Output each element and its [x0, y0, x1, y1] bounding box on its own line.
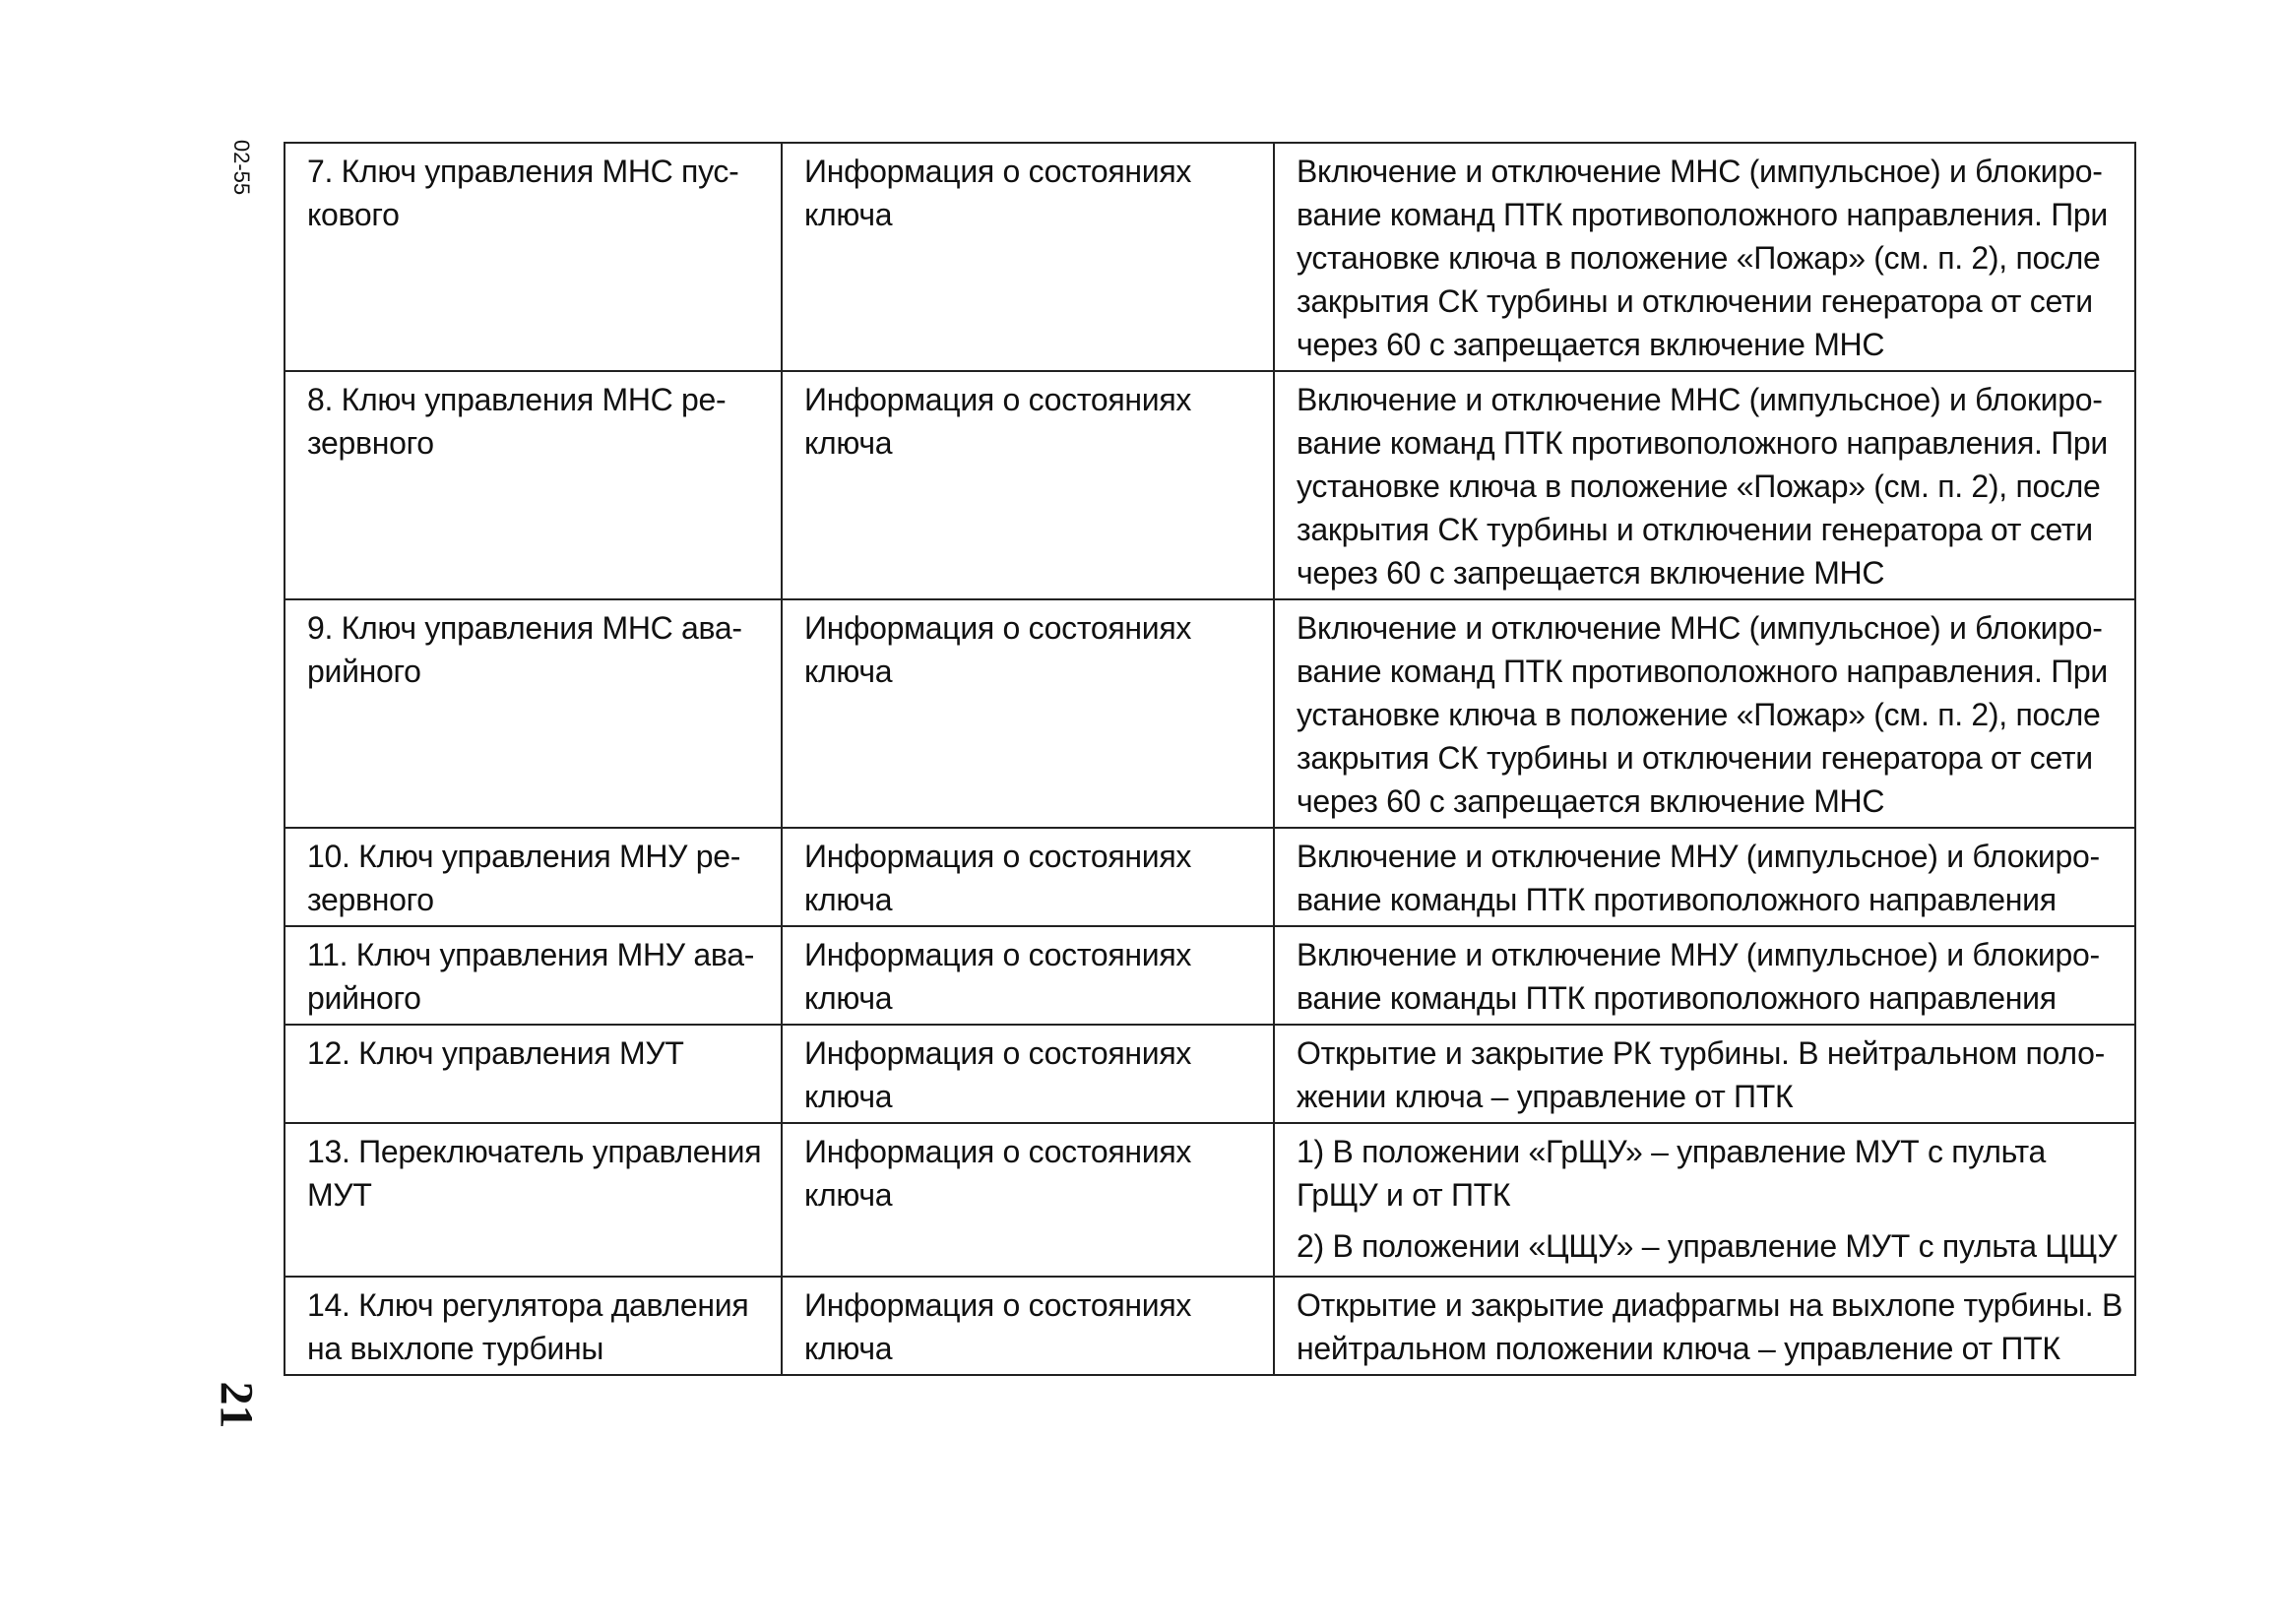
function-line: Включение и отключение МНС (импульсное) и блокиро- — [1297, 154, 2103, 189]
function-paragraph — [1297, 835, 2113, 921]
function-line: Включение и отключение МНС (импульсное) и блокиро- — [1297, 382, 2103, 417]
function-line: установке ключа в положение «Пожар» (см. п. 2), после — [1297, 468, 2101, 504]
element-line: 8. Ключ управления МНС ре- — [307, 382, 727, 417]
info-line: Информация о состояниях — [804, 382, 1192, 417]
table-row — [285, 926, 2135, 1025]
function-paragraph — [1297, 1031, 2113, 1118]
info-line: Информация о состояниях — [804, 1287, 1192, 1323]
table-row — [285, 371, 2135, 599]
function-line: Включение и отключение МНС (импульсное) и блокиро- — [1297, 610, 2103, 646]
function-line: закрытия СК турбины и отключении генератора от сети — [1297, 740, 2093, 776]
table-row — [285, 1123, 2135, 1277]
document-code: 02-55 — [229, 139, 254, 196]
element-line: 14. Ключ регулятора давления — [307, 1287, 749, 1323]
info-line: Информация о состояниях — [804, 839, 1192, 874]
info-cell — [782, 828, 1274, 926]
page-number: 21 — [210, 1381, 263, 1428]
info-line: Информация о состояниях — [804, 610, 1192, 646]
function-cell — [1274, 926, 2135, 1025]
element-cell — [285, 926, 782, 1025]
info-line: ключа — [804, 1331, 893, 1366]
function-cell — [1274, 371, 2135, 599]
function-paragraph — [1297, 1130, 2113, 1217]
function-cell — [1274, 828, 2135, 926]
function-line: установке ключа в положение «Пожар» (см. п. 2), после — [1297, 697, 2101, 732]
function-cell — [1274, 1025, 2135, 1123]
element-line: 9. Ключ управления МНС ава- — [307, 610, 742, 646]
function-line: жении ключа – управление от ПТК — [1297, 1079, 1794, 1114]
function-line: Открытие и закрытие диафрагмы на выхлопе турбины. В — [1297, 1287, 2122, 1323]
element-line: на выхлопе турбины — [307, 1331, 604, 1366]
info-line: ключа — [804, 882, 893, 917]
function-line: установке ключа в положение «Пожар» (см. п. 2), после — [1297, 240, 2101, 276]
element-line: 12. Ключ управления МУТ — [307, 1035, 684, 1071]
info-cell — [782, 1123, 1274, 1277]
table-row — [285, 143, 2135, 371]
function-line: через 60 с запрещается включение МНС — [1297, 555, 1885, 591]
table-row — [285, 828, 2135, 926]
element-cell — [285, 828, 782, 926]
table-row — [285, 1025, 2135, 1123]
function-line: закрытия СК турбины и отключении генератора от сети — [1297, 283, 2093, 319]
info-cell — [782, 926, 1274, 1025]
function-line: вание команд ПТК противоположного направления. При — [1297, 654, 2109, 689]
element-line: кового — [307, 197, 400, 232]
info-line: Информация о состояниях — [804, 937, 1192, 972]
element-cell — [285, 1025, 782, 1123]
info-line: Информация о состояниях — [804, 154, 1192, 189]
function-cell — [1274, 1277, 2135, 1375]
info-cell — [782, 1025, 1274, 1123]
info-line: ключа — [804, 197, 893, 232]
function-line: Включение и отключение МНУ (импульсное) и блокиро- — [1297, 937, 2100, 972]
function-line: нейтральном положении ключа – управление от ПТК — [1297, 1331, 2060, 1366]
function-paragraph — [1297, 606, 2113, 823]
element-cell — [285, 371, 782, 599]
element-line: зервного — [307, 882, 434, 917]
info-cell — [782, 371, 1274, 599]
function-paragraph — [1297, 150, 2113, 366]
element-cell — [285, 1123, 782, 1277]
info-line: ключа — [804, 1079, 893, 1114]
function-paragraph — [1297, 1224, 2118, 1268]
element-cell — [285, 1277, 782, 1375]
function-line: вание команд ПТК противоположного направления. При — [1297, 425, 2109, 461]
function-line: через 60 с запрещается включение МНС — [1297, 327, 1885, 362]
element-line: рийного — [307, 980, 421, 1016]
function-line: Открытие и закрытие РК турбины. В нейтральном поло- — [1297, 1035, 2105, 1071]
info-cell — [782, 143, 1274, 371]
element-line: 10. Ключ управления МНУ ре- — [307, 839, 741, 874]
info-line: ключа — [804, 425, 893, 461]
function-cell — [1274, 143, 2135, 371]
function-line: ГрЩУ и от ПТК — [1297, 1177, 1511, 1213]
element-cell — [285, 143, 782, 371]
info-line: ключа — [804, 980, 893, 1016]
element-line: МУТ — [307, 1177, 372, 1213]
controls-table — [284, 142, 2136, 1376]
function-line: 1) В положении «ГрЩУ» – управление МУТ с пульта — [1297, 1134, 2047, 1169]
function-cell — [1274, 1123, 2135, 1277]
function-line: через 60 с запрещается включение МНС — [1297, 783, 1885, 819]
element-line: 11. Ключ управления МНУ ава- — [307, 937, 755, 972]
info-line: ключа — [804, 654, 893, 689]
function-paragraph — [1297, 1283, 2122, 1370]
info-line: Информация о состояниях — [804, 1134, 1192, 1169]
function-line: 2) В положении «ЦЩУ» – управление МУТ с пульта ЦЩУ — [1297, 1228, 2118, 1264]
element-line: рийного — [307, 654, 421, 689]
function-paragraph — [1297, 933, 2113, 1020]
element-line: 7. Ключ управления МНС пус- — [307, 154, 739, 189]
element-line: 13. Переключатель управления — [307, 1134, 762, 1169]
table-row — [285, 599, 2135, 828]
function-line: вание команды ПТК противоположного направления — [1297, 882, 2057, 917]
element-cell — [285, 599, 782, 828]
info-line: ключа — [804, 1177, 893, 1213]
function-line: закрытия СК турбины и отключении генератора от сети — [1297, 512, 2093, 547]
function-cell — [1274, 599, 2135, 828]
info-cell — [782, 599, 1274, 828]
table-body — [285, 143, 2135, 1375]
table-row — [285, 1277, 2135, 1375]
function-line: вание команды ПТК противоположного направления — [1297, 980, 2057, 1016]
element-line: зервного — [307, 425, 434, 461]
function-paragraph — [1297, 378, 2113, 594]
info-line: Информация о состояниях — [804, 1035, 1192, 1071]
info-cell — [782, 1277, 1274, 1375]
function-line: вание команд ПТК противоположного направления. При — [1297, 197, 2109, 232]
function-line: Включение и отключение МНУ (импульсное) и блокиро- — [1297, 839, 2100, 874]
